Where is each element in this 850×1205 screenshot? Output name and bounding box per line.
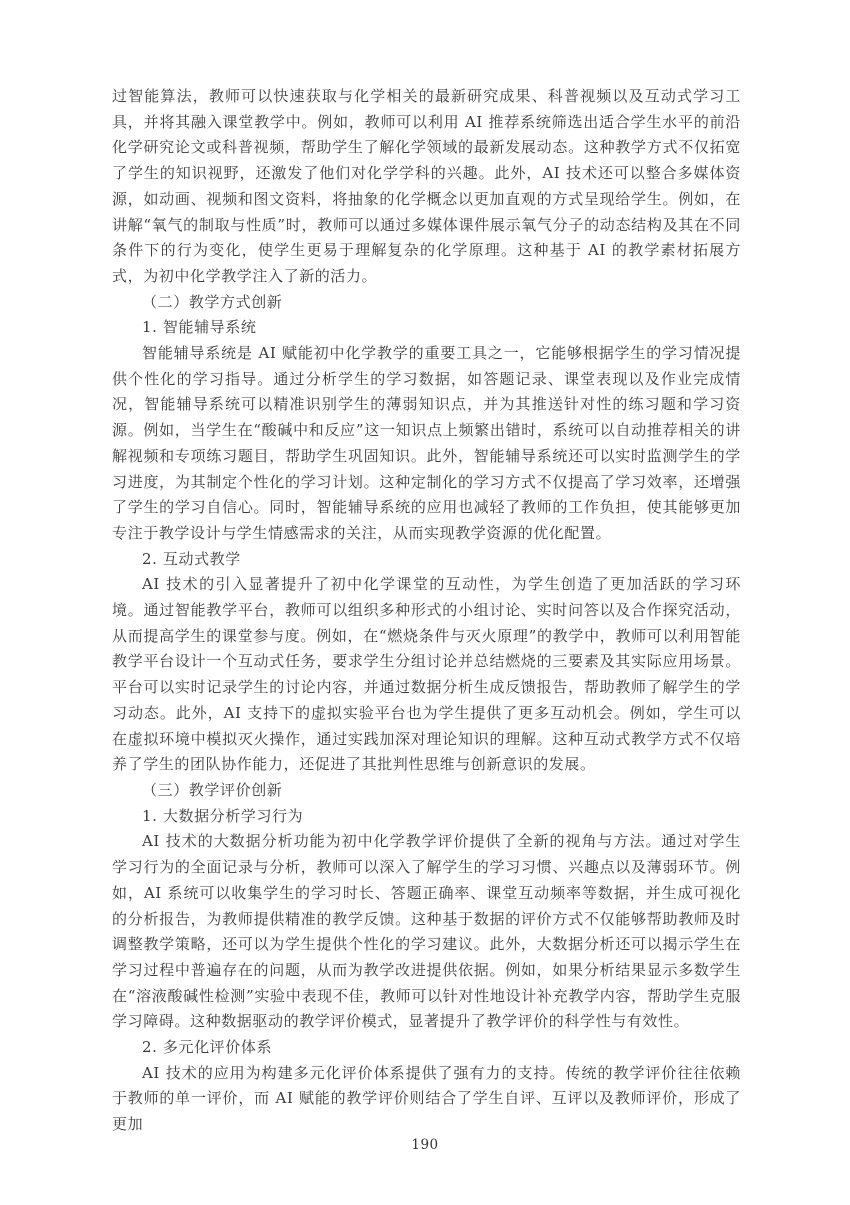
paragraph: AI 技术的引入显著提升了初中化学课堂的互动性，为学生创造了更加活跃的学习环境。通过智能教学平台，教师可以组织多种形式的小组讨论、实时问答以及合作探究活动，从而提高学生的课堂参与度。例如，在“燃烧条件与灭火原理”的教学中，教师可以利用智能教学平台设计一个互动式任务，要求学生分组讨论并总结燃烧的三要素及其实际应用场景。平台可以实时记录学生的讨论内容，并通过数据分析生成反馈报告，帮助教师了解学生的学习动态。此外，AI 支持下的虚拟实验平台也为学生提供了更多互动机会。例如，学生可以在虚拟环境中模拟灭火操作，通过实践加深对理论知识的理解。这种互动式教学方式不仅培养了学生的团队协作能力，还促进了其批判性思维与创新意识的发展。 [112,575,741,774]
page-number: 190 [411,1137,439,1153]
sub-heading: 1. 智能辅导系统 [142,318,257,337]
paragraph: AI 技术的大数据分析功能为初中化学教学评价提供了全新的视角与方法。通过对学生学习行为的全面记录与分析，教师可以深入了解学生的学习习惯、兴趣点以及薄弱环节。例如，AI 系统可以收集学生的学习时长、答题正确率、课堂互动频率等数据，并生成可视化的分析报告，为教师提供精准的教学反馈。这种基于数据的评价方式不仅能够帮助教师及时调整教学策略，还可以为学生提供个性化的学习建议。此外，大数据分析还可以揭示学生在学习过程中普遍存在的问题，从而为教学改进提供依据。例如，如果分析结果显示多数学生在“溶液酸碱性检测”实验中表现不佳，教师可以针对性地设计补充教学内容，帮助学生克服学习障碍。这种数据驱动的教学评价模式，显著提升了教学评价的科学性与有效性。 [112,832,741,1031]
sub-heading: 1. 大数据分析学习行为 [142,806,304,825]
sub-heading: 2. 多元化评价体系 [142,1038,273,1057]
page-footer [0,1134,850,1153]
paragraph: 智能辅导系统是 AI 赋能初中化学教学的重要工具之一，它能够根据学生的学习情况提供个性化的学习指导。通过分析学生的学习数据，如答题记录、课堂表现以及作业完成情况，智能辅导系统可以精准识别学生的薄弱知识点，并为其推送针对性的练习题和学习资源。例如，当学生在“酸碱中和反应”这一知识点上频繁出错时，系统可以自动推荐相关的讲解视频和专项练习题目，帮助学生巩固知识。此外，智能辅导系统还可以实时监测学生的学习进度，为其制定个性化的学习计划。这种定制化的学习方式不仅提高了学习效率，还增强了学生的学习自信心。同时，智能辅导系统的应用也减轻了教师的工作负担，使其能够更加专注于教学设计与学生情感需求的关注，从而实现教学资源的优化配置。 [112,344,741,542]
paragraph: AI 技术的应用为构建多元化评价体系提供了强有力的支持。传统的教学评价往往依赖于教师的单一评价，而 AI 赋能的教学评价则结合了学生自评、互评以及教师评价，形成了更加 [112,1063,741,1134]
sub-heading: 2. 互动式教学 [142,549,241,568]
section-heading: （三）教学评价创新 [142,780,283,799]
paragraph-continuation: 过智能算法，教师可以快速获取与化学相关的最新研究成果、科普视频以及互动式学习工具，并将其融入课堂教学中。例如，教师可以利用 AI 推荐系统筛选出适合学生水平的前沿化学研究论文或科普视频，帮助学生了解化学领域的最新发展动态。这种教学方式不仅拓宽了学生的知识视野，还激发了他们对化学学科的兴趣。此外，AI 技术还可以整合多媒体资源，如动画、视频和图文资料，将抽象的化学概念以更加直观的方式呈现给学生。例如，在讲解“氧气的制取与性质”时，教师可以通过多媒体课件展示氧气分子的动态结构及其在不同条件下的行为变化，使学生更易于理解复杂的化学原理。这种基于 AI 的教学素材拓展方式，为初中化学教学注入了新的活力。 [112,87,741,285]
document-text-block [112,84,741,1138]
section-heading: （二）教学方式创新 [142,292,283,311]
